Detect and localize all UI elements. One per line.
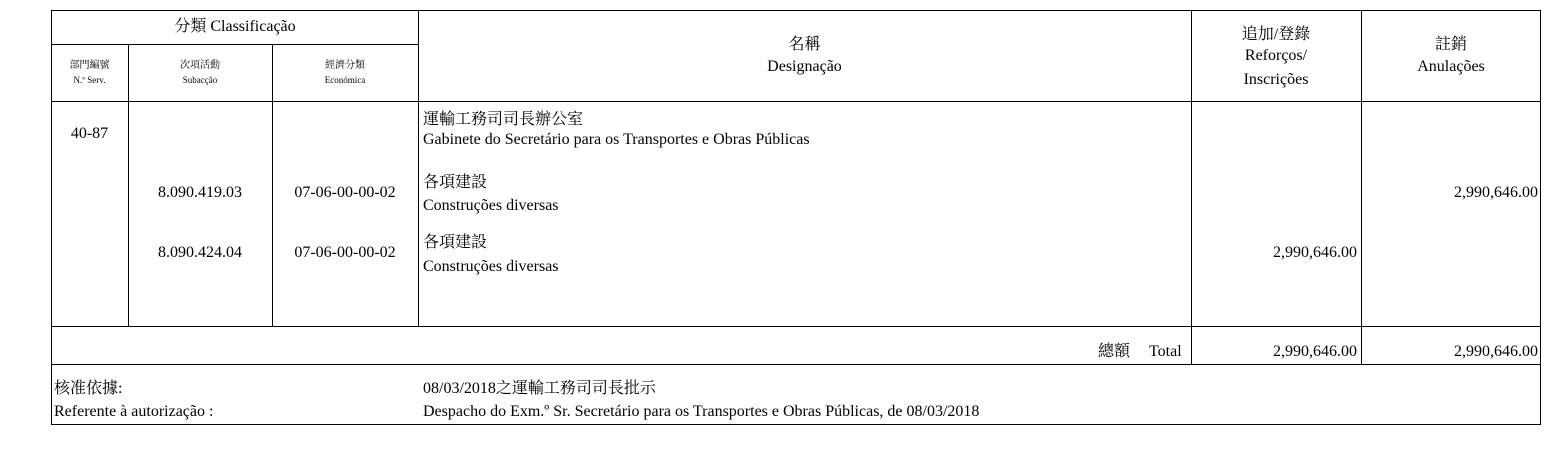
- divider: [51, 326, 1541, 327]
- row-2-desc-zh: 各項建設: [423, 234, 488, 251]
- designacao-header-pt: Designação: [767, 58, 842, 75]
- row-1-subaccao: 8.090.419.03: [158, 184, 242, 201]
- anulacoes-header-pt: Anulações: [1417, 58, 1485, 75]
- service-code: 40-87: [70, 125, 109, 142]
- divider: [51, 44, 419, 45]
- anulacoes-header-zh: 註銷: [1434, 36, 1467, 53]
- authorization-text-pt: Despacho do Exm.º Sr. Secretário para os Transportes e Obras Públicas, de 08/03/2018: [423, 403, 980, 420]
- total-anulacoes: 2,990,646.00: [1454, 343, 1538, 360]
- designacao-header-zh: 名稱: [788, 36, 821, 53]
- authorization-text-zh: 08/03/2018之運輸工務司司長批示: [423, 380, 656, 397]
- serv-header-pt: N.º Serv.: [73, 75, 106, 85]
- subaccao-header-zh: 次項活動: [180, 60, 220, 71]
- authorization-label-zh: 核准依據:: [54, 380, 123, 397]
- reforcos-header-pt1: Reforços/: [1244, 47, 1308, 64]
- economica-header-pt: Económica: [324, 75, 366, 85]
- divider: [51, 364, 1541, 365]
- row-2-subaccao: 8.090.424.04: [158, 244, 242, 261]
- service-name-pt: Gabinete do Secretário para os Transportes e Obras Públicas: [423, 131, 810, 148]
- total-label-zh: 總額: [1098, 343, 1131, 360]
- subaccao-header-pt: Subacção: [182, 75, 218, 85]
- total-reforcos: 2,990,646.00: [1273, 343, 1357, 360]
- row-2-desc-pt: Construções diversas: [423, 258, 559, 275]
- economica-header-zh: 經濟分類: [325, 60, 365, 71]
- classification-header: 分類 Classificação: [174, 18, 296, 35]
- row-1-desc-zh: 各項建設: [423, 174, 488, 191]
- total-label-pt: Total: [1149, 343, 1182, 360]
- row-2-economica: 07-06-00-00-02: [294, 244, 396, 261]
- reforcos-header-zh: 追加/登錄: [1241, 26, 1311, 43]
- divider: [51, 101, 1541, 102]
- row-2-reforcos: 2,990,646.00: [1273, 244, 1357, 261]
- serv-header-zh: 部門編號: [69, 60, 110, 71]
- authorization-label-pt: Referente à autorização :: [54, 403, 214, 420]
- row-1-anulacoes: 2,990,646.00: [1454, 184, 1538, 201]
- service-name-zh: 運輸工務司司長辦公室: [423, 111, 584, 128]
- row-1-desc-pt: Construções diversas: [423, 197, 559, 214]
- row-1-economica: 07-06-00-00-02: [294, 184, 396, 201]
- reforcos-header-pt2: Inscrições: [1243, 71, 1309, 88]
